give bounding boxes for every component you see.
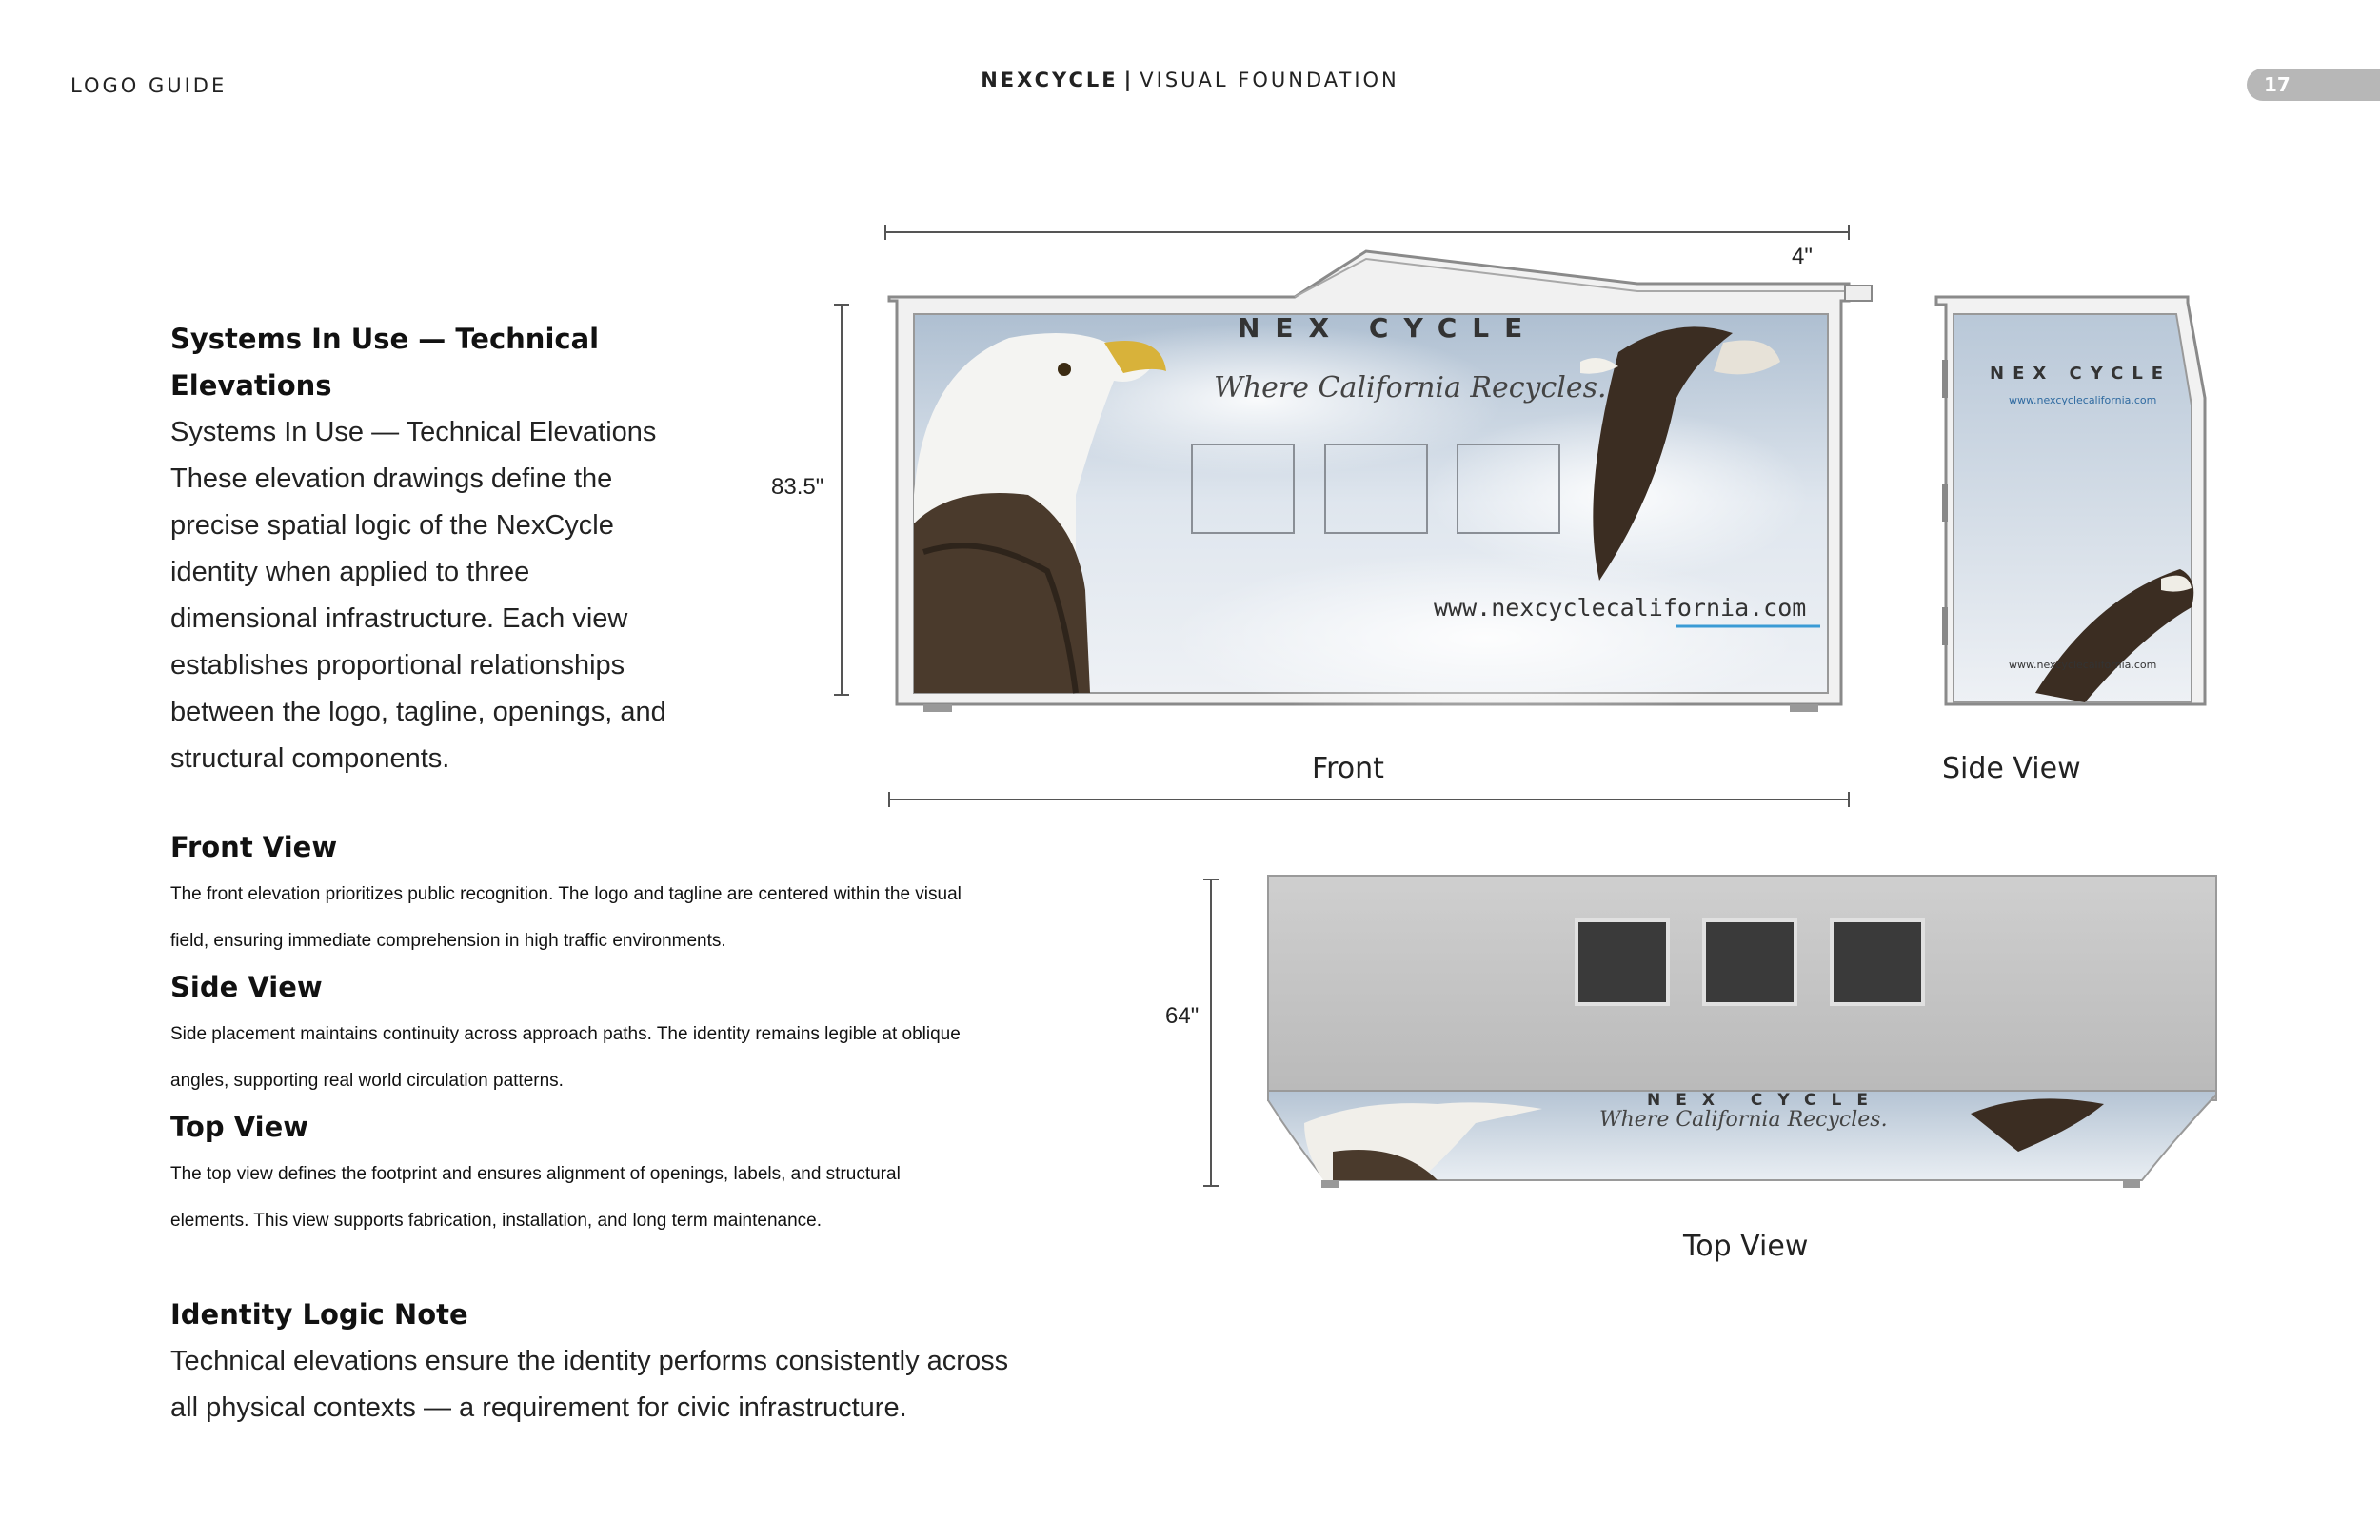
brand-name: NEXCYCLE [981,69,1119,91]
front-view-section [170,824,1122,964]
width-dimension-bottom [889,792,1849,807]
front-height-dimension-label: 83.5" [771,474,824,500]
side-url-top: www.nexcyclecalifornia.com [2009,394,2157,406]
title-separator: | [1123,69,1135,91]
side-view-line: Side placement maintains continuity across approach paths. The identity remains legible at oblique [170,1024,961,1044]
top-view-drawing [1190,866,2237,1209]
intro-line: identity when applied to three [170,557,530,587]
front-elevation-drawing [762,209,1904,819]
side-caption: Side View [1942,752,2081,785]
intro-line: structural components. [170,743,450,774]
front-url: www.nexcyclecalifornia.com [1434,594,1807,622]
side-view-section [170,964,1122,1104]
front-view-title: Front View [170,831,338,863]
intro-line: These elevation drawings define the [170,464,613,494]
intro-line: precise spatial logic of the NexCycle [170,510,614,541]
note-title: Identity Logic Note [170,1298,468,1331]
height-dimension [834,305,849,695]
front-caption: Front [1312,752,1384,785]
side-url-bottom: www.nexcyclecalifornia.com [2009,659,2157,671]
top-opening-1 [1577,920,1668,1004]
intro-title-line-1: Systems In Use — Technical [170,323,600,355]
top-tagline: Where California Recycles. [1599,1108,1888,1132]
page-number-badge [2247,69,2380,101]
side-view-title: Side View [170,971,323,1003]
top-height-dimension [1203,879,1219,1186]
section-label: LOGO GUIDE [70,74,228,97]
depth-dimension-label: 4" [1792,244,1813,269]
intro-line: establishes proportional relationships [170,650,625,681]
intro-line: Systems In Use — Technical Elevations [170,417,657,447]
identity-note [170,1292,1122,1431]
top-view-section [170,1104,1122,1244]
width-dimension-top [885,225,1849,240]
front-view-line: The front elevation prioritizes public recognition. The logo and tagline are centered within the visual [170,884,962,904]
front-logo: NEX CYCLE [1238,312,1538,344]
front-view-line: field, ensuring immediate comprehension in high traffic environments. [170,931,726,951]
top-view-line: elements. This view supports fabrication, installation, and long term maintenance. [170,1211,823,1231]
top-view-title: Top View [170,1111,309,1143]
top-view-line: The top view defines the footprint and ensures alignment of openings, labels, and structural [170,1164,901,1184]
side-elevation-drawing [1933,293,2218,712]
page-number: 17 [2264,73,2291,96]
side-logo: NEX CYCLE [1990,364,2172,384]
top-height-dimension-label: 64" [1165,1003,1200,1029]
intro-title-line-2: Elevations [170,369,332,402]
top-opening-2 [1704,920,1795,1004]
note-line: Technical elevations ensure the identity performs consistently across [170,1346,1009,1376]
intro-block [170,316,761,782]
side-view-line: angles, supporting real world circulation patterns. [170,1071,564,1091]
intro-line: dimensional infrastructure. Each view [170,603,628,634]
top-caption: Top View [1683,1230,1809,1263]
document-subtitle: VISUAL FOUNDATION [1140,69,1399,91]
note-line: all physical contexts — a requirement for civic infrastructure. [170,1392,907,1423]
top-logo: NEX CYCLE [1647,1091,1883,1110]
front-tagline: Where California Recycles. [1214,371,1607,405]
top-opening-3 [1832,920,1923,1004]
intro-line: between the logo, tagline, openings, and [170,697,666,727]
document-title [0,69,2380,91]
